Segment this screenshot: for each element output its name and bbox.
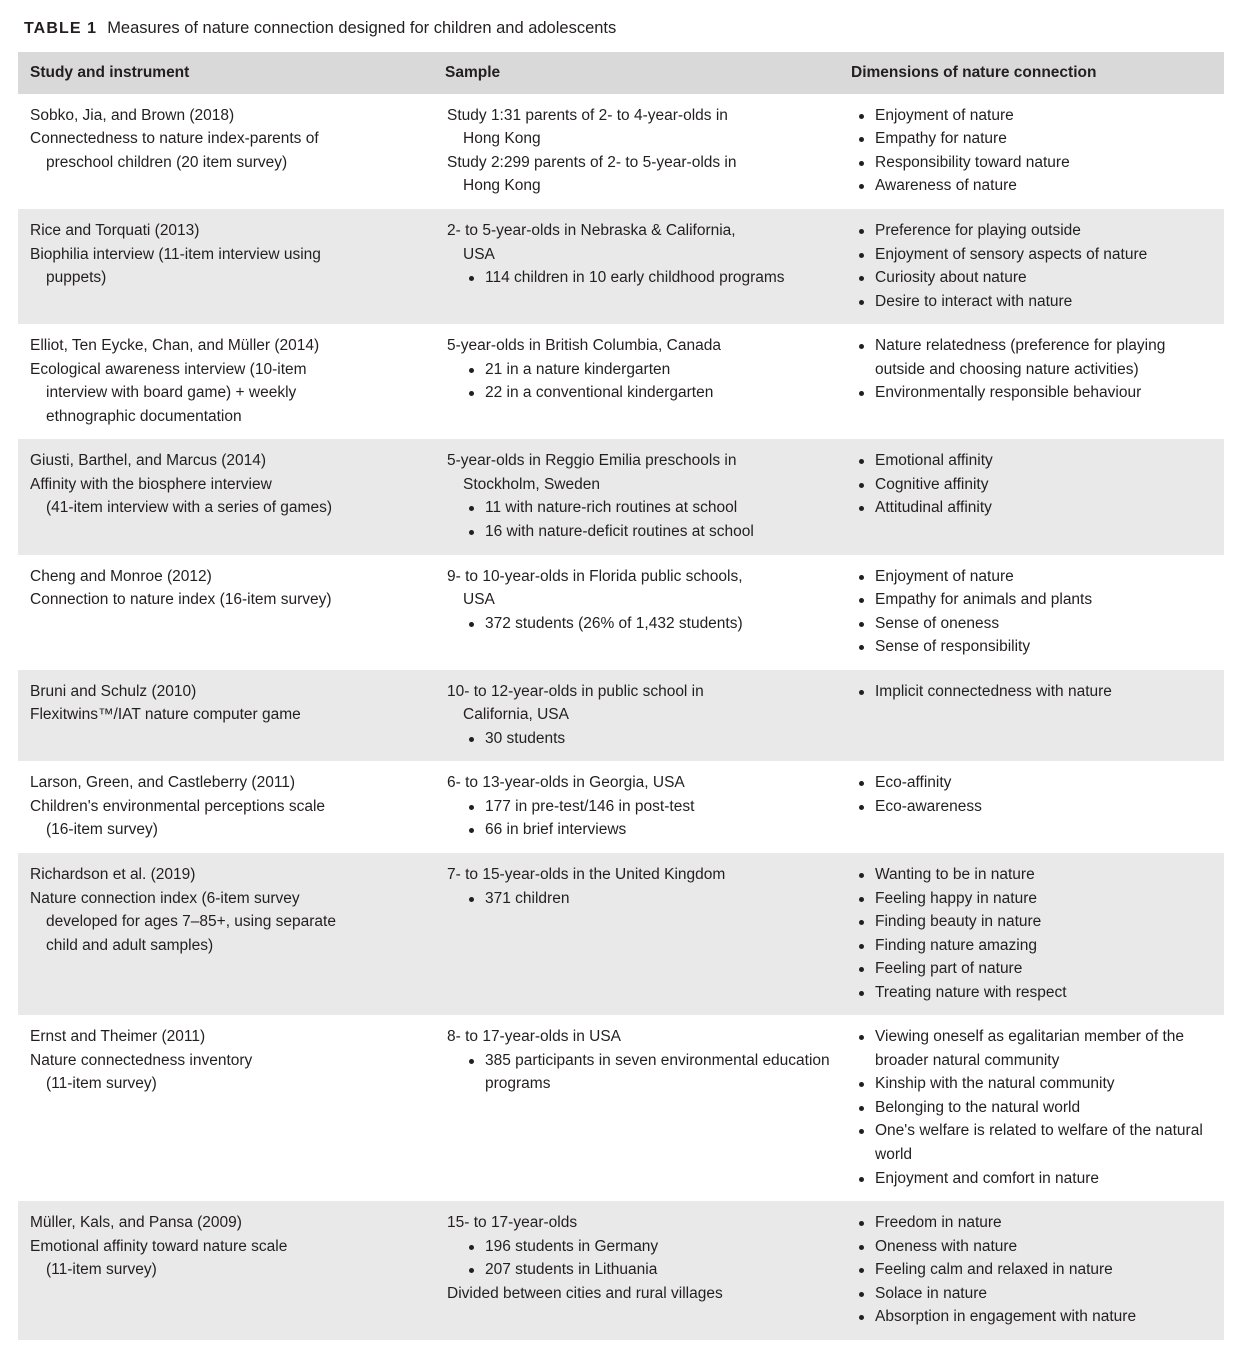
sample-line: California, USA xyxy=(463,706,569,724)
dimension-item: Preference for playing outside xyxy=(853,219,1214,243)
dimension-item: Wanting to be in nature xyxy=(853,863,1214,887)
table-title: Measures of nature connection designed for children and adolescents xyxy=(107,19,617,37)
dimension-item: Enjoyment of nature xyxy=(853,104,1214,128)
dimension-item: Sense of responsibility xyxy=(853,635,1214,659)
dimension-item: Sense of oneness xyxy=(853,612,1214,636)
table-row xyxy=(18,1015,1224,1201)
sample-line: 5-year-olds in British Columbia, Canada xyxy=(447,337,721,355)
study-line: Müller, Kals, and Pansa (2009) xyxy=(30,1214,242,1232)
study-line: Elliot, Ten Eycke, Chan, and Müller (2014) xyxy=(30,337,320,355)
cell-sample xyxy=(435,209,841,324)
dimensions-list xyxy=(853,449,1214,520)
cell-dimensions xyxy=(841,94,1224,209)
sample-bullet-list xyxy=(447,496,831,543)
study-line: child and adult samples) xyxy=(46,936,214,954)
sample-bullet-list xyxy=(447,887,831,911)
dimension-item: Enjoyment of nature xyxy=(853,565,1214,589)
study-line: puppets) xyxy=(46,269,107,287)
study-line: ethnographic documentation xyxy=(46,407,242,425)
dimension-item: Solace in nature xyxy=(853,1282,1214,1306)
sample-bullet-list xyxy=(447,612,831,636)
study-line: Biophilia interview (11-item interview using xyxy=(30,245,321,263)
cell-sample xyxy=(435,670,841,762)
study-line: (16-item survey) xyxy=(46,821,158,839)
sample-bullet-item: 30 students xyxy=(463,727,831,751)
dimension-item: Cognitive affinity xyxy=(853,473,1214,497)
dimension-item: Freedom in nature xyxy=(853,1211,1214,1235)
sample-line: Study 1:31 parents of 2- to 4-year-olds in xyxy=(447,106,728,124)
study-line: developed for ages 7–85+, using separate xyxy=(46,913,336,931)
dimension-item: Kinship with the natural community xyxy=(853,1072,1214,1096)
study-line: (41-item interview with a series of games) xyxy=(46,499,332,517)
dimension-item: Feeling calm and relaxed in nature xyxy=(853,1258,1214,1282)
cell-study-instrument xyxy=(18,324,435,439)
cell-dimensions xyxy=(841,555,1224,670)
study-line: preschool children (20 item survey) xyxy=(46,153,288,171)
study-line: Sobko, Jia, and Brown (2018) xyxy=(30,106,235,124)
dimension-item: Belonging to the natural world xyxy=(853,1096,1214,1120)
study-line: Richardson et al. (2019) xyxy=(30,866,196,884)
sample-line: Hong Kong xyxy=(463,130,541,148)
table-row xyxy=(18,761,1224,853)
cell-sample xyxy=(435,761,841,853)
cell-dimensions xyxy=(841,853,1224,1015)
table-caption xyxy=(18,14,1224,52)
dimension-item: Responsibility toward nature xyxy=(853,151,1214,175)
sample-line: 2- to 5-year-olds in Nebraska & California, xyxy=(447,221,736,239)
study-line: Affinity with the biosphere interview xyxy=(30,475,272,493)
dimension-item: Desire to interact with nature xyxy=(853,290,1214,314)
study-line: Nature connection index (6-item survey xyxy=(30,889,300,907)
dimension-item: Finding beauty in nature xyxy=(853,910,1214,934)
study-line: Giusti, Barthel, and Marcus (2014) xyxy=(30,452,267,470)
sample-bullet-item: 371 children xyxy=(463,887,831,911)
measures-table xyxy=(18,52,1224,1340)
cell-study-instrument xyxy=(18,209,435,324)
cell-dimensions xyxy=(841,209,1224,324)
header-row xyxy=(18,52,1224,94)
cell-sample xyxy=(435,1015,841,1201)
cell-dimensions xyxy=(841,1201,1224,1340)
sample-line: USA xyxy=(463,591,495,609)
cell-sample xyxy=(435,1201,841,1340)
sample-bullet-item: 21 in a nature kindergarten xyxy=(463,358,831,382)
dimensions-list xyxy=(853,334,1214,405)
study-line: (11-item survey) xyxy=(46,1261,157,1279)
cell-sample xyxy=(435,94,841,209)
table-row xyxy=(18,324,1224,439)
dimension-item: Environmentally responsible behaviour xyxy=(853,381,1214,405)
sample-bullet-list xyxy=(447,266,831,290)
cell-sample xyxy=(435,439,841,554)
cell-dimensions xyxy=(841,670,1224,762)
dimension-item: Finding nature amazing xyxy=(853,934,1214,958)
dimension-item: Enjoyment and comfort in nature xyxy=(853,1167,1214,1191)
dimension-item: Attitudinal affinity xyxy=(853,496,1214,520)
sample-bullet-item: 114 children in 10 early childhood programs xyxy=(463,266,831,290)
sample-line: 6- to 13-year-olds in Georgia, USA xyxy=(447,774,685,792)
table-bottom-spacer xyxy=(18,1340,1224,1358)
table-row xyxy=(18,555,1224,670)
dimension-item: Implicit connectedness with nature xyxy=(853,680,1214,704)
column-header-dimensions: Dimensions of nature connection xyxy=(841,52,1224,94)
table-row xyxy=(18,439,1224,554)
sample-line: Hong Kong xyxy=(463,177,541,195)
sample-line: 7- to 15-year-olds in the United Kingdom xyxy=(447,866,726,884)
column-header-study: Study and instrument xyxy=(18,52,435,94)
sample-bullet-item: 66 in brief interviews xyxy=(463,818,831,842)
study-line: Connectedness to nature index-parents of xyxy=(30,130,319,148)
sample-bullet-item: 177 in pre-test/146 in post-test xyxy=(463,795,831,819)
table-header xyxy=(18,52,1224,94)
table-body xyxy=(18,94,1224,1340)
dimension-item: Oneness with nature xyxy=(853,1235,1214,1259)
dimension-item: Awareness of nature xyxy=(853,174,1214,198)
dimension-item: Empathy for nature xyxy=(853,127,1214,151)
cell-sample xyxy=(435,324,841,439)
dimensions-list xyxy=(853,1211,1214,1329)
study-line: Children's environmental perceptions scale xyxy=(30,797,326,815)
dimension-item: Eco-affinity xyxy=(853,771,1214,795)
dimension-item: Empathy for animals and plants xyxy=(853,588,1214,612)
dimension-item: Enjoyment of sensory aspects of nature xyxy=(853,243,1214,267)
study-line: (11-item survey) xyxy=(46,1075,157,1093)
sample-line: 9- to 10-year-olds in Florida public schools, xyxy=(447,567,743,585)
dimension-item: Curiosity about nature xyxy=(853,266,1214,290)
dimensions-list xyxy=(853,680,1214,704)
cell-dimensions xyxy=(841,439,1224,554)
table-row xyxy=(18,853,1224,1015)
table-row xyxy=(18,670,1224,762)
study-line: Cheng and Monroe (2012) xyxy=(30,567,212,585)
cell-dimensions xyxy=(841,761,1224,853)
table-row xyxy=(18,209,1224,324)
cell-study-instrument xyxy=(18,761,435,853)
sample-line: USA xyxy=(463,245,495,263)
sample-line: Divided between cities and rural villages xyxy=(447,1284,723,1302)
sample-line: 5-year-olds in Reggio Emilia preschools in xyxy=(447,452,737,470)
cell-study-instrument xyxy=(18,1201,435,1340)
sample-bullet-list xyxy=(447,727,831,751)
cell-study-instrument xyxy=(18,1015,435,1201)
sample-bullet-list xyxy=(447,358,831,405)
study-line: Rice and Torquati (2013) xyxy=(30,221,200,239)
cell-study-instrument xyxy=(18,94,435,209)
cell-dimensions xyxy=(841,324,1224,439)
dimensions-list xyxy=(853,863,1214,1004)
dimension-item: Viewing oneself as egalitarian member of the broader natural community xyxy=(853,1025,1214,1072)
cell-sample xyxy=(435,555,841,670)
sample-bullet-list xyxy=(447,795,831,842)
dimension-item: Feeling part of nature xyxy=(853,957,1214,981)
sample-bullet-list xyxy=(447,1049,831,1096)
sample-bullet-list xyxy=(447,1235,831,1282)
dimension-item: One's welfare is related to welfare of the natural world xyxy=(853,1119,1214,1166)
study-line: Connection to nature index (16-item survey) xyxy=(30,591,332,609)
sample-line: Stockholm, Sweden xyxy=(463,475,600,493)
sample-bullet-item: 11 with nature-rich routines at school xyxy=(463,496,831,520)
cell-study-instrument xyxy=(18,670,435,762)
sample-line: 10- to 12-year-olds in public school in xyxy=(447,682,704,700)
sample-bullet-item: 372 students (26% of 1,432 students) xyxy=(463,612,831,636)
cell-dimensions xyxy=(841,1015,1224,1201)
table-row xyxy=(18,94,1224,209)
sample-bullet-item: 207 students in Lithuania xyxy=(463,1258,831,1282)
study-line: Flexitwins™/IAT nature computer game xyxy=(30,706,301,724)
dimensions-list xyxy=(853,104,1214,198)
cell-study-instrument xyxy=(18,555,435,670)
column-header-sample: Sample xyxy=(435,52,841,94)
dimension-item: Feeling happy in nature xyxy=(853,887,1214,911)
sample-bullet-item: 22 in a conventional kindergarten xyxy=(463,381,831,405)
cell-sample xyxy=(435,853,841,1015)
sample-line: 15- to 17-year-olds xyxy=(447,1214,578,1232)
sample-bullet-item: 385 participants in seven environmental education programs xyxy=(463,1049,831,1096)
table-label: TABLE 1 xyxy=(24,20,98,37)
dimensions-list xyxy=(853,219,1214,313)
dimensions-list xyxy=(853,771,1214,818)
dimension-item: Treating nature with respect xyxy=(853,981,1214,1005)
study-line: Emotional affinity toward nature scale xyxy=(30,1237,288,1255)
sample-line: 8- to 17-year-olds in USA xyxy=(447,1028,622,1046)
study-line: Ecological awareness interview (10-item xyxy=(30,360,307,378)
study-line: Larson, Green, and Castleberry (2011) xyxy=(30,774,296,792)
study-line: Nature connectedness inventory xyxy=(30,1051,253,1069)
sample-bullet-item: 16 with nature-deficit routines at school xyxy=(463,520,831,544)
study-line: Ernst and Theimer (2011) xyxy=(30,1028,206,1046)
dimensions-list xyxy=(853,565,1214,659)
dimension-item: Absorption in engagement with nature xyxy=(853,1305,1214,1329)
study-line: Bruni and Schulz (2010) xyxy=(30,682,197,700)
dimension-item: Eco-awareness xyxy=(853,795,1214,819)
dimension-item: Nature relatedness (preference for playing outside and choosing nature activities) xyxy=(853,334,1214,381)
sample-line: Study 2:299 parents of 2- to 5-year-olds in xyxy=(447,153,737,171)
cell-study-instrument xyxy=(18,853,435,1015)
dimension-item: Emotional affinity xyxy=(853,449,1214,473)
table-row xyxy=(18,1201,1224,1340)
cell-study-instrument xyxy=(18,439,435,554)
dimensions-list xyxy=(853,1025,1214,1190)
sample-bullet-item: 196 students in Germany xyxy=(463,1235,831,1259)
study-line: interview with board game) + weekly xyxy=(46,384,297,402)
